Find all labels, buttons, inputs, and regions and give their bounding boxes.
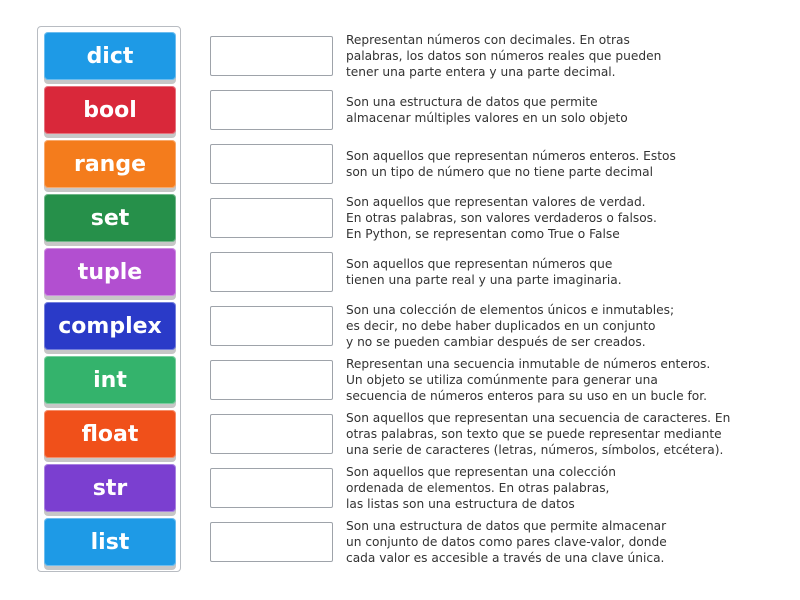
definition-text: Son aquellos que representan números enteros. Estos son un tipo de número que no tiene parte decimal [346, 149, 676, 179]
tile-tuple[interactable]: tuple [44, 248, 176, 296]
drop-slot[interactable] [210, 522, 333, 562]
tile-float[interactable]: float [44, 410, 176, 458]
definition-text: Son aquellos que representan una colección ordenada de elementos. En otras palabras, las listas son una estructura de datos [346, 465, 616, 511]
drop-slot[interactable] [210, 90, 333, 130]
drop-slot[interactable] [210, 252, 333, 292]
tile-int[interactable]: int [44, 356, 176, 404]
tile-bool[interactable]: bool [44, 86, 176, 134]
definition-text: Son una estructura de datos que permite almacenar múltiples valores en un solo objeto [346, 95, 628, 125]
definition-text: Son aquellos que representan valores de verdad. En otras palabras, son valores verdaderos o falsos. En Python, se representan como True o False [346, 195, 657, 241]
drop-slot[interactable] [210, 198, 333, 238]
definition-text: Son aquellos que representan números que tienen una parte real y una parte imaginaria. [346, 257, 622, 287]
tile-range[interactable]: range [44, 140, 176, 188]
definition-text: Son una estructura de datos que permite almacenar un conjunto de datos como pares clave-valor, donde cada valor es accesible a través de una clave única. [346, 519, 667, 565]
definition-text: Representan una secuencia inmutable de números enteros. Un objeto se utiliza comúnmente para generar una secuencia de números enteros para su uso en un bucle for. [346, 357, 711, 403]
definition-text: Son una colección de elementos únicos e inmutables; es decir, no debe haber duplicados en un conjunto y no se pueden cambiar después de ser creados. [346, 303, 675, 349]
tile-str[interactable]: str [44, 464, 176, 512]
tile-panel [37, 26, 181, 572]
tile-list[interactable]: list [44, 518, 176, 566]
drop-slot[interactable] [210, 414, 333, 454]
drop-slot[interactable] [210, 360, 333, 400]
tile-dict[interactable]: dict [44, 32, 176, 80]
drop-slot[interactable] [210, 306, 333, 346]
drop-slot[interactable] [210, 144, 333, 184]
tile-set[interactable]: set [44, 194, 176, 242]
definition-text: Son aquellos que representan una secuencia de caracteres. En otras palabras, son texto que se puede representar mediante una serie de caracteres (letras, números, símbolos, etcétera). [346, 411, 731, 457]
definition-text: Representan números con decimales. En otras palabras, los datos son números reales que pueden tener una parte entera y una parte decimal. [346, 33, 662, 79]
drop-slot[interactable] [210, 36, 333, 76]
tile-complex[interactable]: complex [44, 302, 176, 350]
drop-slot[interactable] [210, 468, 333, 508]
